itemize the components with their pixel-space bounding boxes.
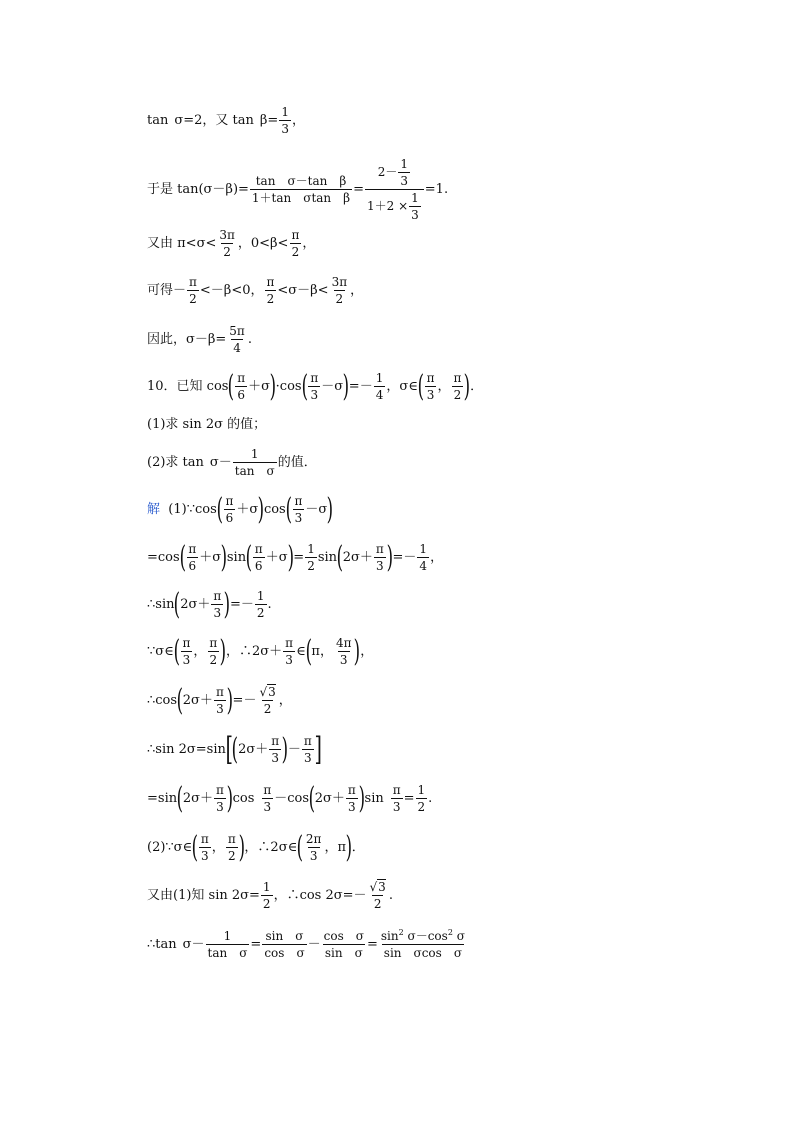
fraction: $\frac{\text{tan σ－tan β}}{\text{1＋tan σtan β}}$ xyxy=(251,174,351,205)
fraction: $\frac{1}{3}$ xyxy=(281,105,289,136)
problem-10: 10．已知 cos ( $\frac{\pi}{6}$ ＋σ ) ·cos ( $\frac{\pi}{3}$ －σ ) =－ $\frac{1}{4}$ ，σ∈ ( $\frac{\pi}{3}$ ， $\frac{\pi}{2}$ ) ． xyxy=(147,369,484,404)
solution-line-7: =sin ( 2σ＋ $\frac{\pi}{3}$ ) cos $\frac{\pi}{3}$ －cos ( 2σ＋ $\frac{\pi}{3}$ ) sin $\frac{\pi}{3}$ = $\frac{1}{2}$ . xyxy=(147,781,433,816)
line-4: 可得－ $\frac{\pi}{2}$ <－β<0， $\frac{\pi}{2}$ <σ－β< $\frac{3\pi}{2}$ ， xyxy=(147,275,364,306)
solution-line-2: =cos ( $\frac{\pi}{6}$ ＋σ ) sin ( $\frac{\pi}{6}$ ＋σ ) = $\frac{1}{2}$ sin ( 2σ＋ $\frac{\pi}{3}$ ) =－ $\frac{1}{4}$ ， xyxy=(147,540,444,575)
fraction: 2－ $\frac{1}{3}$ 1＋2 × $\frac{1}{3}$ xyxy=(365,158,424,221)
line-2: 于是 tan(σ－β)= $\frac{\text{tan σ－tan β}}{\text{1＋tan σtan β}}$ = 2－ $\frac{1}{3}$ 1＋2 × $\frac{1}{3}$ =1. xyxy=(147,157,449,222)
solution-line-5: ∴cos ( 2σ＋ $\frac{\pi}{3}$ ) =－ $\frac{√3}{2}$ ， xyxy=(147,683,292,718)
solution-line-9: 又由(1)知 sin 2σ= $\frac{1}{2}$ ，∴cos 2σ=－ $\frac{√3}{2}$ . xyxy=(147,880,393,911)
sub-question-1: (1)求 sin 2σ 的值； xyxy=(147,417,267,432)
solution-line-4: ∵σ∈ ( $\frac{\pi}{3}$ ， $\frac{\pi}{2}$ ) ，∴2σ＋ $\frac{\pi}{3}$ ∈ ( π， $\frac{4\pi}{3}$ ) ， xyxy=(147,634,374,669)
solution-line-3: ∴sin ( 2σ＋ $\frac{\pi}{3}$ ) =－ $\frac{1}{2}$ . xyxy=(147,587,272,622)
line-1: tan σ=2，又 tan β= $\frac{1}{3}$ ， xyxy=(147,105,305,136)
line-3: 又由 π<σ< $\frac{3\pi}{2}$ ，0<β< $\frac{\pi}{2}$ ， xyxy=(147,228,316,259)
solution-label: 解 xyxy=(147,502,161,517)
text: tan σ=2，又 tan β= xyxy=(147,113,279,128)
solution-line-10: ∴tan σ－ $\frac{1}{\text{tan σ}}$ = $\frac{\text{sin σ}}{\text{cos σ}}$ － $\frac{\text{cos σ}}{\text{sin σ}}$ = $\frac{\sin^2 \sigma-\cos^2 \sigma}{\text{sin σcos σ}}$ xyxy=(147,928,465,960)
sub-question-2: (2)求 tan σ－ $\frac{1}{\text{tan σ}}$ 的值． xyxy=(147,447,317,478)
line-5: 因此，σ－β= $\frac{5\pi}{4}$ . xyxy=(147,324,252,355)
solution-line-8: (2)∵σ∈ ( $\frac{\pi}{3}$ ， $\frac{\pi}{2}$ ) ，∴2σ∈ ( $\frac{2\pi}{3}$ ，π ) ． xyxy=(147,830,365,865)
solution-line-6: ∴sin 2σ=sin [ ( 2σ＋ $\frac{\pi}{3}$ ) － $\frac{\pi}{3}$ ] xyxy=(147,730,322,769)
solution-line-1: 解 (1)∵cos ( $\frac{\pi}{6}$ ＋σ ) cos ( $\frac{\pi}{3}$ －σ ) xyxy=(147,492,334,527)
